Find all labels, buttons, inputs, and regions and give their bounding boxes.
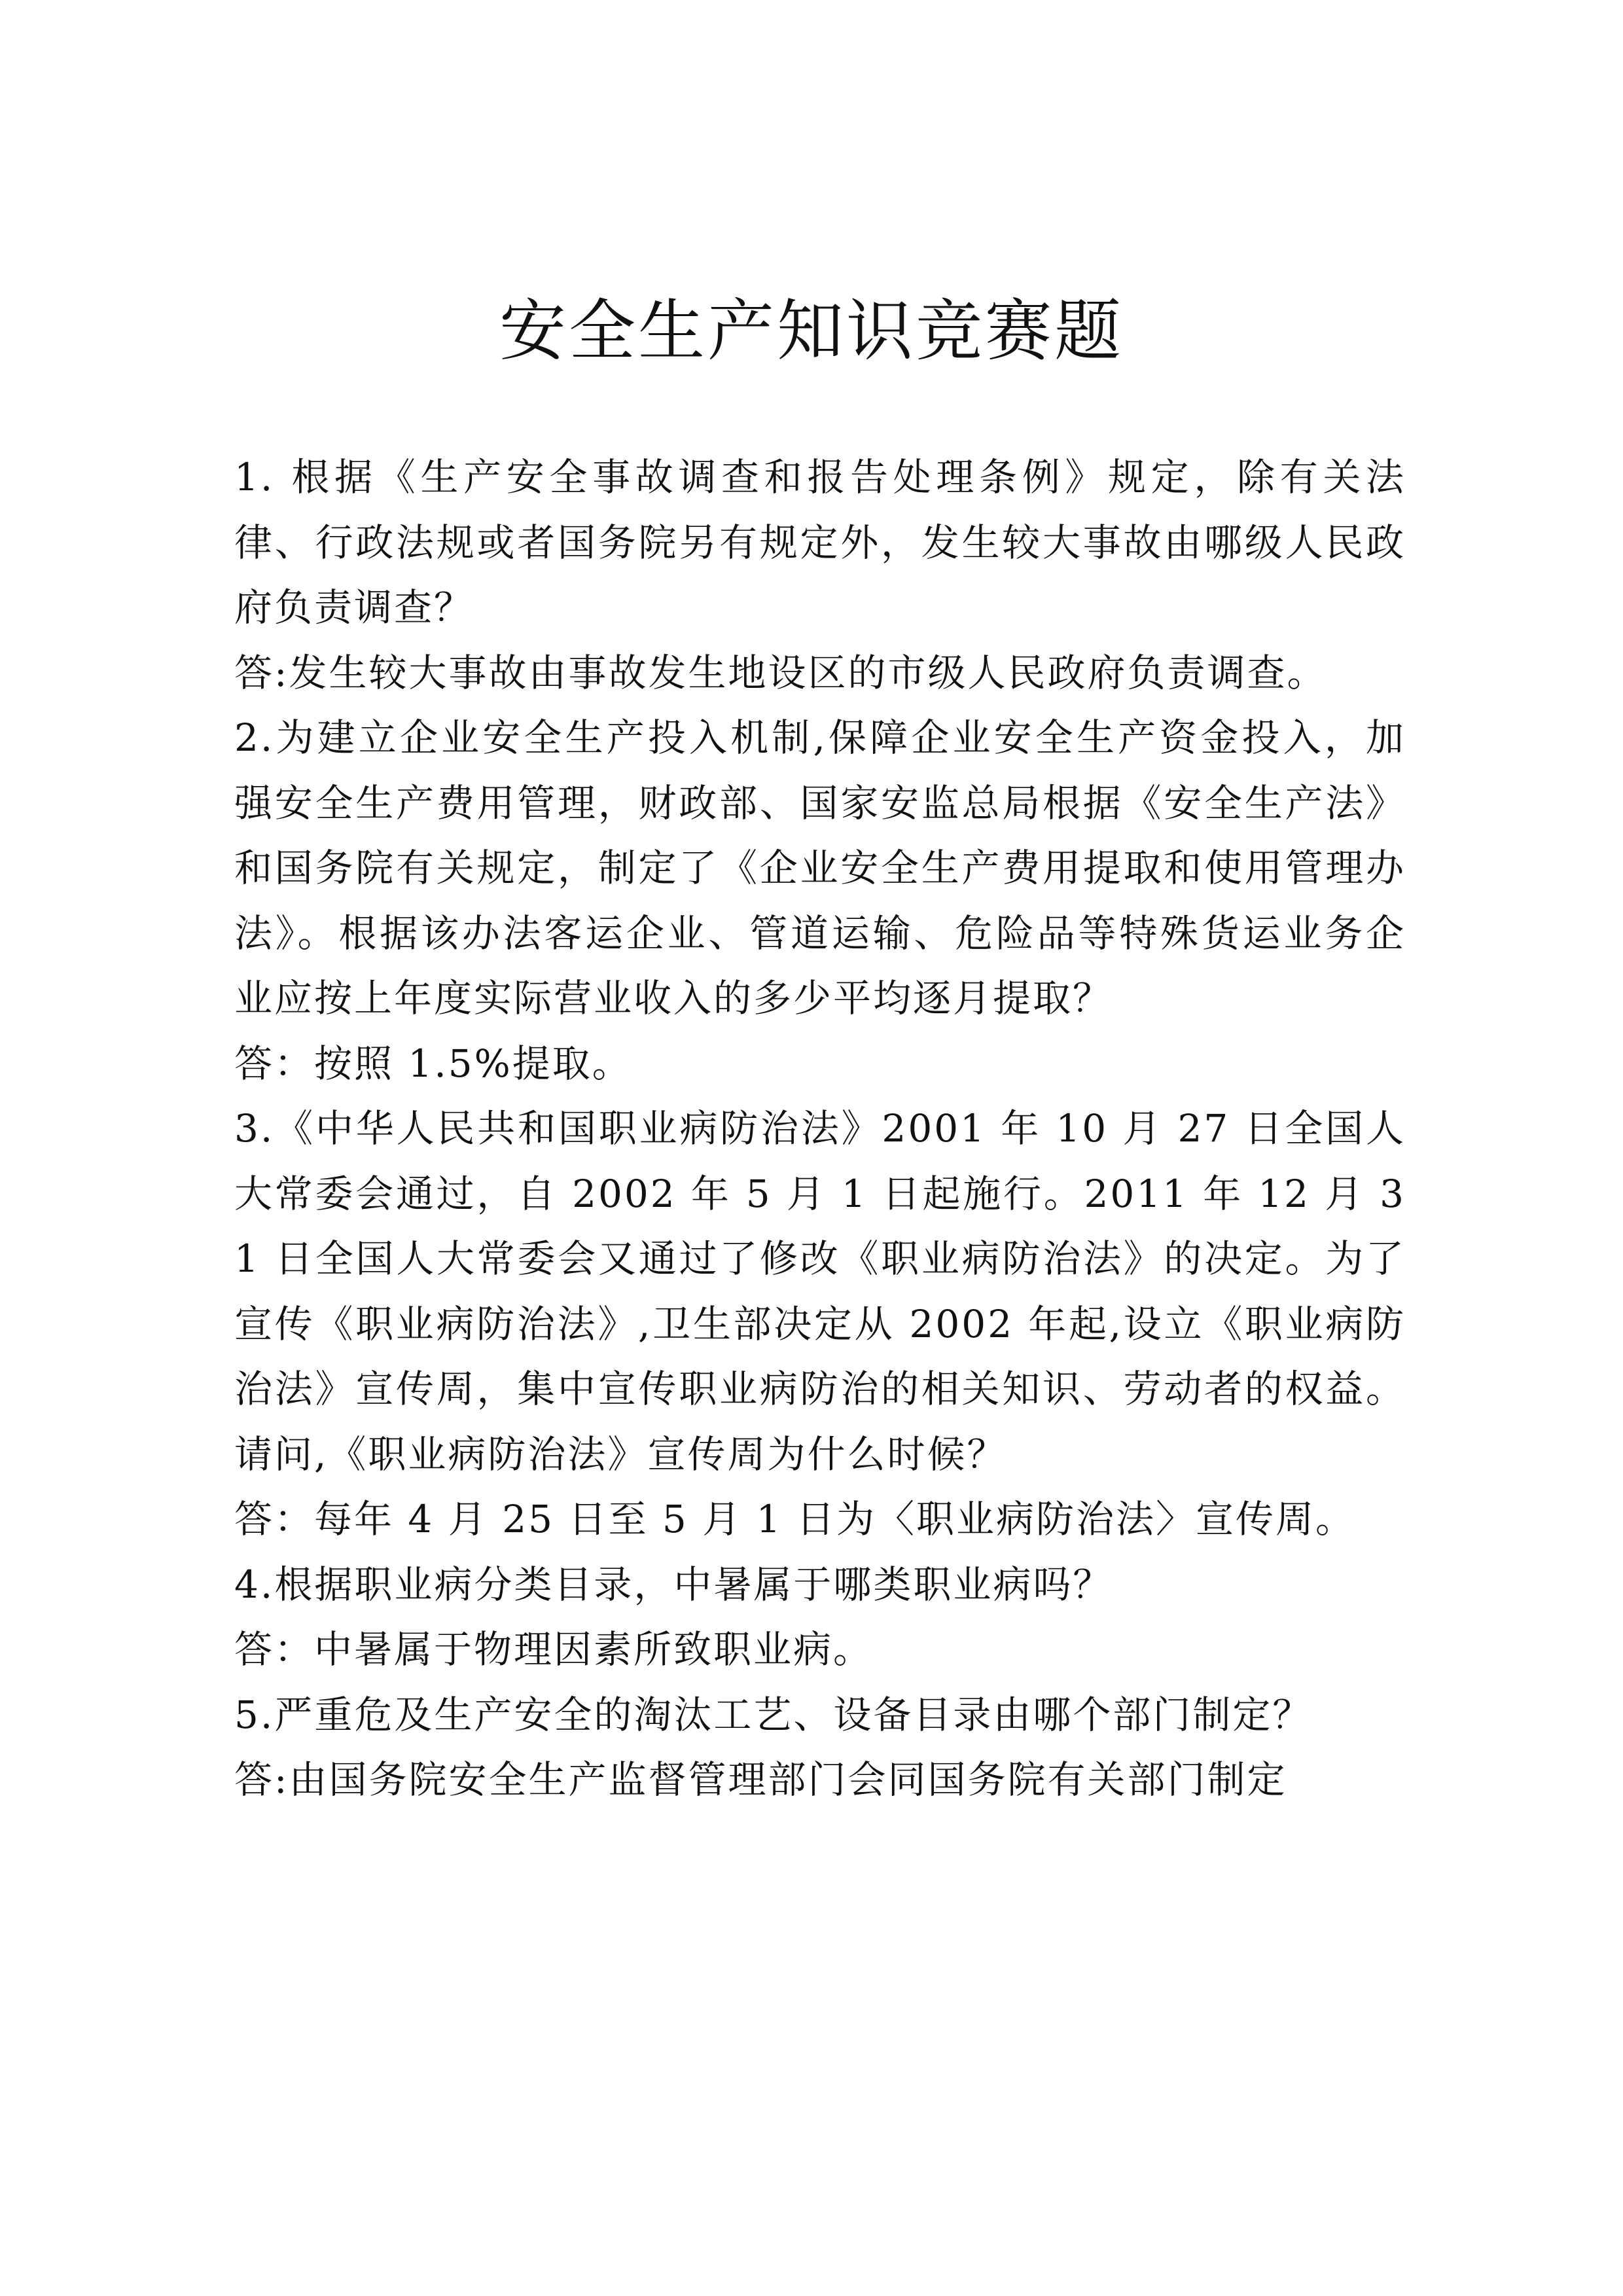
question-3: 3.《中华人民共和国职业病防治法》2001 年 10 月 27 日全国人大常委会通过，自 2002 年 5 月 1 日起施行。2011 年 12 月 31 日全国人大常委会又通过了修改《职业病防治法》的决定。为了宣传《职业病防治法》,卫生部决定从 2002 年起,设立《职业病防治法》宣传周，集中宣传职业病防治的相关知识、劳动者的权益。请问,《职业病防治法》宣传周为什么时候？ bbox=[234, 1106, 1406, 1477]
answer-2: 答：按照 1.5%提取。 bbox=[234, 1041, 632, 1086]
answer-3: 答：每年 4 月 25 日至 5 月 1 日为〈职业病防治法〉宣传周。 bbox=[234, 1497, 1356, 1541]
answer-1: 答:发生较大事故由事故发生地设区的市级人民政府负责调查。 bbox=[234, 650, 1327, 695]
answer-4: 答：中暑属于物理因素所致职业病。 bbox=[234, 1627, 874, 1672]
question-5: 5.严重危及生产安全的淘汰工艺、设备目录由哪个部门制定？ bbox=[234, 1692, 1313, 1737]
question-2: 2.为建立企业安全生产投入机制,保障企业安全生产资金投入，加强安全生产费用管理，财政部、国家安监总局根据《安全生产法》和国务院有关规定，制定了《企业安全生产费用提取和使用管理办法》。根据该办法客运企业、管道运输、危险品等特殊货运业务企业应按上年度实际营业收入的多少平均逐月提取？ bbox=[234, 715, 1406, 1020]
page-title: 安全生产知识竞赛题 bbox=[499, 293, 1124, 370]
question-1: 1. 根据《生产安全事故调查和报告处理条例》规定，除有关法律、行政法规或者国务院另有规定外，发生较大事故由哪级人民政府负责调查？ bbox=[234, 455, 1406, 630]
question-4: 4.根据职业病分类目录，中暑属于哪类职业病吗？ bbox=[234, 1562, 1113, 1607]
answer-5: 答:由国务院安全生产监督管理部门会同国务院有关部门制定 bbox=[234, 1757, 1287, 1802]
document-body bbox=[234, 445, 1406, 1813]
